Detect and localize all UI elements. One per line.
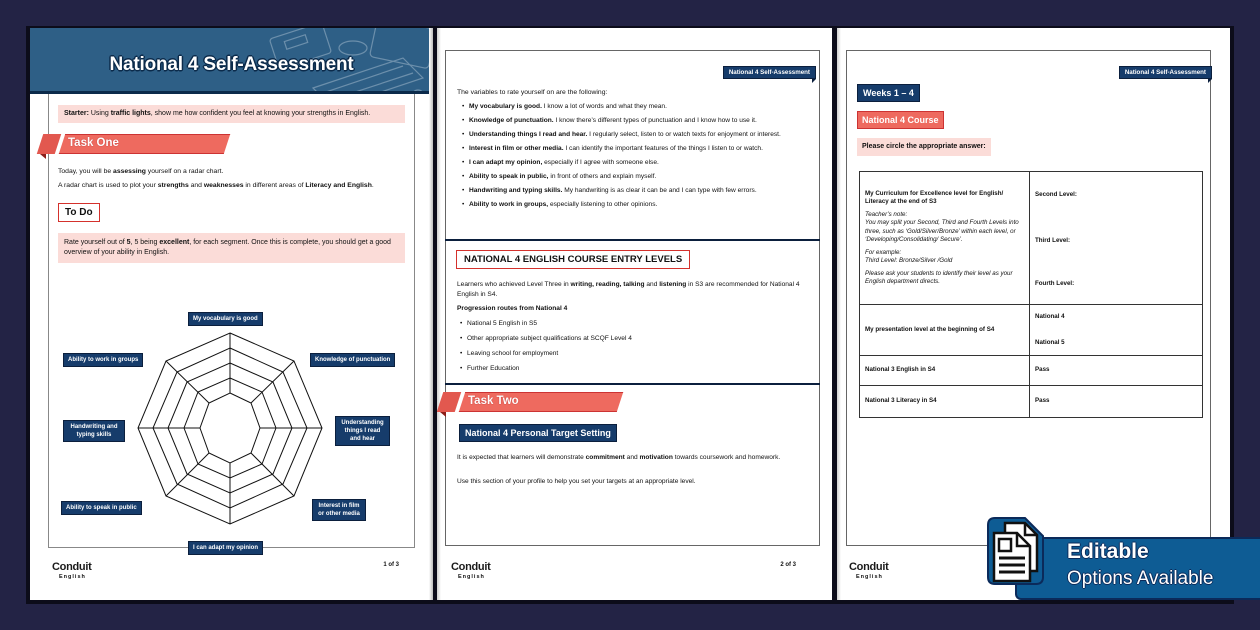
variable-item — [461, 116, 806, 125]
conduit-logo — [451, 557, 490, 580]
radar-label-speak-public: Ability to speak in public — [61, 501, 142, 515]
starter-bold: traffic lights — [110, 110, 151, 117]
option-second-level[interactable]: Second Level: — [1035, 191, 1077, 198]
entry-bold: writing, reading, talking — [570, 281, 645, 288]
variable-item — [461, 172, 806, 181]
cfe-options-cell — [1030, 172, 1203, 305]
radar-label-understanding: Understanding things I read and hear — [335, 416, 390, 446]
variable-text: especially if I agree with someone else. — [542, 159, 659, 166]
target-pre: It is expected that learners will demonstrate — [457, 454, 586, 461]
variable-bold: Understanding things I read and hear. — [469, 131, 588, 138]
option-third-level[interactable]: Third Level: — [1035, 237, 1071, 244]
title-banner — [30, 28, 433, 94]
progression-list — [459, 319, 799, 379]
entry-pre: Learners who achieved Level Three in — [457, 281, 571, 288]
variable-bold: Knowledge of punctuation. — [469, 117, 554, 124]
option-fourth-level[interactable]: Fourth Level: — [1035, 280, 1075, 287]
presentation-level-cell: My presentation level at the beginning of S4 — [860, 305, 1030, 356]
rate-panel — [58, 233, 405, 263]
logo-sub: English — [59, 574, 86, 580]
n3-literacy-cell: National 3 Literacy in S4 — [860, 386, 1030, 418]
weeks-heading: Weeks 1 – 4 — [857, 84, 920, 102]
starter-text-end: , show me how confident you feel at knowing your strengths in English. — [150, 110, 371, 117]
radar-label-opinion: I can adapt my opinion — [188, 541, 263, 555]
ribbon-tail — [437, 392, 461, 412]
radar-label-punctuation: Knowledge of punctuation — [310, 353, 395, 367]
assessment-table — [859, 171, 1203, 418]
intro-line-1 — [58, 167, 223, 177]
option-national-4[interactable]: National 4 — [1035, 313, 1065, 320]
rate-b2: excellent — [159, 239, 190, 246]
intro2-mid2: in different areas of — [243, 182, 306, 189]
target-text-1 — [457, 453, 787, 463]
progression-item: • Leaving school for employment — [459, 349, 799, 358]
intro1-pre: Today, you will be — [58, 168, 114, 175]
cfe-level-cell — [860, 172, 1030, 305]
target-text-2: Use this section of your profile to help you set your targets at an appropriate level. — [457, 478, 696, 485]
ribbon-tail — [37, 134, 61, 154]
course-heading: National 4 Course — [857, 111, 944, 129]
variable-text: My handwriting is as clear it can be and I can type with few errors. — [562, 187, 757, 194]
ask-text: Please ask your students to identify their level as your English department directs. — [865, 269, 1013, 285]
task-two-ribbon — [440, 392, 630, 412]
rate-b1: 5 — [126, 239, 131, 246]
page-number: 1 of 3 — [383, 562, 399, 568]
rate-post: , for each segment. Once this is complete, you should get a good overview of your ability in English. — [64, 239, 391, 256]
page-number: 2 of 3 — [780, 562, 796, 568]
option-national-5[interactable]: National 5 — [1035, 339, 1065, 346]
radar-label-vocabulary: My vocabulary is good — [188, 312, 263, 326]
radar-label-groups: Ability to work in groups — [63, 353, 143, 367]
logo-brand: Conduit — [451, 561, 491, 573]
radar-label-media: Interest in film or other media — [312, 499, 366, 521]
variable-text: I regularly select, listen to or watch texts for enjoyment or interest. — [587, 131, 781, 138]
intro-line-2 — [58, 181, 374, 191]
entry-mid: and — [644, 281, 660, 288]
variable-bold: My vocabulary is good. — [469, 103, 542, 110]
conduit-logo — [52, 557, 91, 580]
todo-heading: To Do — [58, 203, 100, 222]
teacher-note-text: You may split your Second, Third and Fourth Levels into three, such as ‘Gold/Silver/Bronze’ within each level, or ‘Developing/Consolidating/ Secure’. — [865, 219, 1019, 243]
section-divider — [445, 383, 820, 385]
variable-text: I know a lot of words and what they mean. — [541, 103, 667, 110]
radar-chart[interactable] — [130, 326, 330, 531]
section-divider — [445, 239, 820, 241]
progression-item: • Other appropriate subject qualifications at SCQF Level 4 — [459, 334, 799, 343]
variable-bold: I can adapt my opinion, — [469, 159, 543, 166]
intro2-b3: Literacy and English — [305, 182, 372, 189]
variable-item — [461, 130, 806, 139]
target-mid: and — [624, 454, 640, 461]
intro2-pre: A radar chart is used to plot your — [58, 182, 158, 189]
variable-item — [461, 200, 806, 209]
starter-text: Using — [88, 110, 111, 117]
variable-bold: Interest in film or other media. — [469, 145, 564, 152]
presentation-options-cell — [1030, 305, 1203, 356]
logo-sub: English — [458, 574, 485, 580]
target-b1: commitment — [585, 454, 625, 461]
logo-brand: Conduit — [849, 561, 889, 573]
option-pass-english[interactable]: Pass — [1030, 356, 1203, 386]
table-row — [860, 386, 1203, 418]
teacher-note-label: Teacher’s note: — [865, 210, 908, 218]
progression-item: • Further Education — [459, 364, 799, 373]
radar-label-handwriting: Handwriting and typing skills — [63, 420, 125, 442]
variable-text: I can identify the important features of the things I listen to or watch. — [563, 145, 763, 152]
task-one-label: Task One — [68, 137, 119, 149]
table-row — [860, 172, 1203, 305]
example-text: Third Level: Bronze/Silver /Gold — [865, 257, 953, 264]
variable-text: in front of others and explain myself. — [548, 173, 657, 180]
editable-options-badge[interactable] — [985, 515, 1260, 600]
page-tag: National 4 Self-Assessment — [723, 66, 816, 79]
badge-title: Editable — [1067, 540, 1149, 563]
variable-item — [461, 186, 806, 195]
option-pass-literacy[interactable]: Pass — [1030, 386, 1203, 418]
starter-panel — [58, 105, 405, 123]
logo-sub: English — [856, 574, 883, 580]
page-1 — [30, 28, 433, 600]
intro1-bold: assessing — [113, 168, 146, 175]
conduit-logo — [849, 557, 888, 580]
logo-brand: Conduit — [52, 561, 92, 573]
page-title: National 4 Self-Assessment — [109, 54, 354, 75]
page-tag: National 4 Self-Assessment — [1119, 66, 1212, 79]
variable-item — [461, 158, 806, 167]
page-2 — [437, 28, 832, 600]
intro2-b2: weaknesses — [203, 182, 244, 189]
intro1-post: yourself on a radar chart. — [145, 168, 224, 175]
cfe-title: My Curriculum for Excellence level for English/ Literacy at the end of S3 — [865, 189, 1004, 205]
entry-bold2: listening — [659, 281, 687, 288]
badge-subtitle: Options Available — [1067, 568, 1214, 589]
ribbon-fold — [440, 412, 446, 417]
target-post: towards coursework and homework. — [672, 454, 781, 461]
entry-levels-text — [457, 280, 807, 300]
entry-post: in S3 are recommended for National 4 English in S4. — [457, 281, 800, 298]
rate-pre: Rate yourself out of — [64, 239, 127, 246]
table-row — [860, 356, 1203, 386]
variable-bold: Handwriting and typing skills. — [469, 187, 563, 194]
documents-icon — [985, 515, 1047, 587]
variable-item — [461, 102, 806, 111]
starter-label: Starter: — [64, 110, 89, 117]
entry-levels-heading: NATIONAL 4 ENGLISH COURSE ENTRY LEVELS — [456, 250, 690, 269]
table-row — [860, 305, 1203, 356]
variable-bold: Ability to work in groups, — [469, 201, 549, 208]
variables-list — [461, 102, 806, 214]
progression-item: • National 5 English in S5 — [459, 319, 799, 328]
task-one-ribbon — [40, 134, 235, 154]
task-two-label: Task Two — [468, 395, 519, 407]
ribbon-fold — [40, 154, 46, 159]
intro2-post: . — [371, 182, 374, 189]
variable-text: especially listening to other opinions. — [548, 201, 658, 208]
variables-intro: The variables to rate yourself on are the following: — [457, 89, 608, 96]
target-b2: motivation — [639, 454, 673, 461]
intro2-b1: strengths — [157, 182, 189, 189]
progression-title: Progression routes from National 4 — [457, 305, 568, 312]
target-setting-heading: National 4 Personal Target Setting — [459, 424, 617, 442]
intro2-mid: and — [188, 182, 204, 189]
rate-mid: , 5 being — [130, 239, 160, 246]
n3-english-cell: National 3 English in S4 — [860, 356, 1030, 386]
example-label: For example: — [865, 248, 902, 256]
variable-text: I know there’s different types of punctuation and I know how to use it. — [553, 117, 757, 124]
variable-bold: Ability to speak in public, — [469, 173, 549, 180]
variable-item — [461, 144, 806, 153]
instruction-panel: Please circle the appropriate answer: — [857, 138, 991, 156]
